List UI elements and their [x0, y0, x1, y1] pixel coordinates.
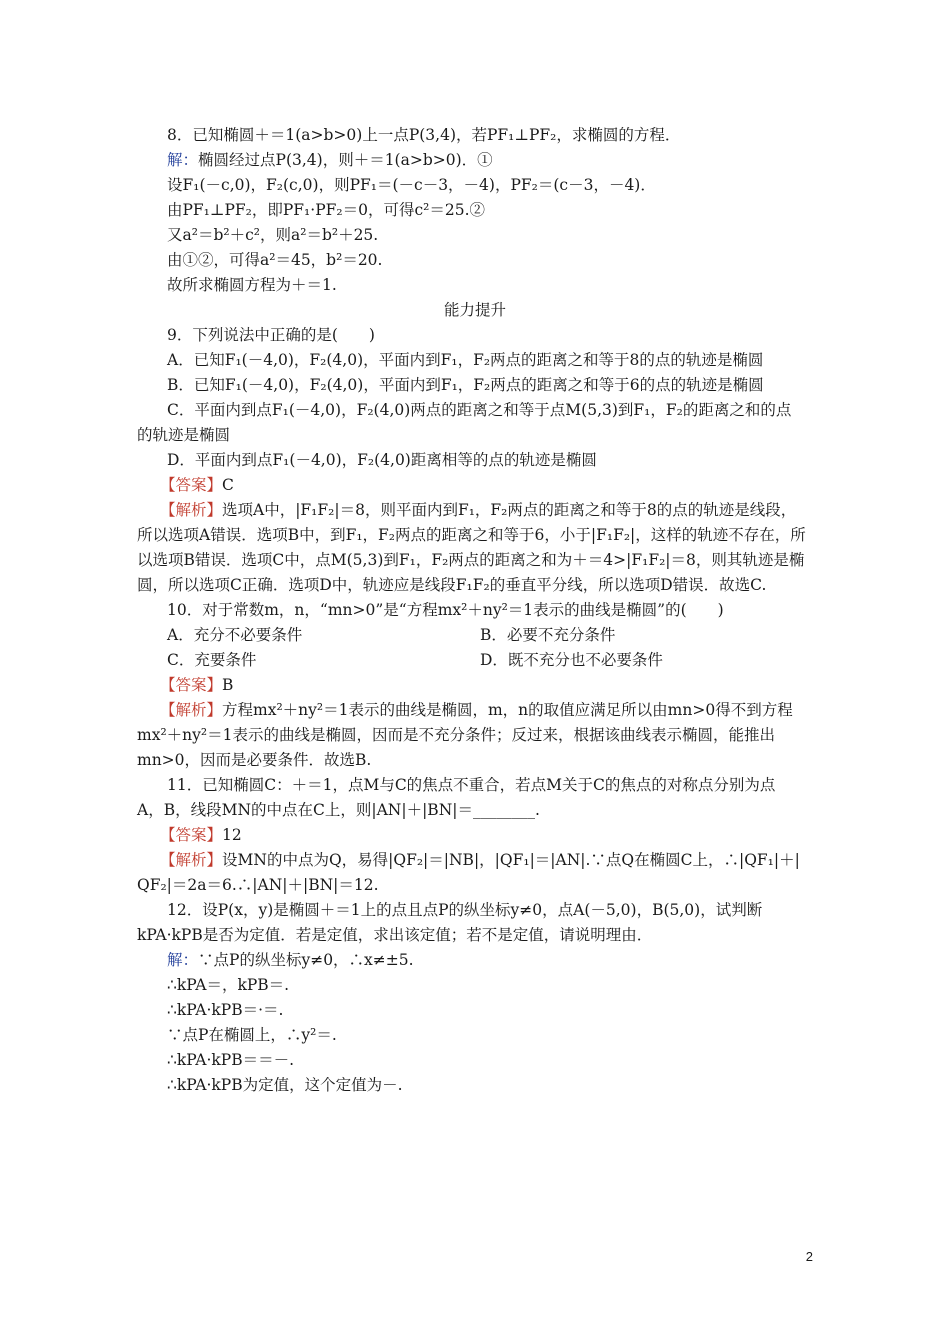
q11-analysis-line-2: QF₂|＝2a＝6.∴|AN|＋|BN|＝12.: [137, 876, 379, 894]
q10-option-d: D．既不充分也不必要条件: [480, 651, 663, 669]
q8-solution-text-1: 椭圆经过点P(3,4)，则＋＝1(a>b>0)．①: [198, 151, 493, 169]
q11-answer: [160, 825, 242, 845]
q9-analysis-line-3: 以选项B错误．选项C中，点M(5,3)到F₁，F₂两点的距离之和为＋＝4>|F₁F₂|＝8，则其轨迹是椭: [137, 551, 805, 569]
q8-solution-line-2: 设F₁(－c,0)，F₂(c,0)，则PF₁＝(－c－3，－4)，PF₂＝(c－3，－4)．: [167, 176, 656, 194]
q9-analysis-line-4: 圆，所以选项C正确．选项D中，轨迹应是线段F₁F₂的垂直平分线，所以选项D错误．故选C.: [137, 576, 767, 594]
q10-analysis-line-3: mn>0，因而是必要条件．故选B.: [137, 751, 372, 769]
q12-solution-line-5: ∴kPA·kPB＝＝－.: [167, 1051, 295, 1069]
q12-solution-line-3: ∴kPA·kPB＝·＝.: [167, 1001, 284, 1019]
q11-stem-line-1: 11．已知椭圆C：＋＝1，点M与C的焦点不重合，若点M关于C的焦点的对称点分别为点: [167, 776, 776, 794]
page-number: 2: [805, 1249, 813, 1264]
q9-analysis-line-1: [160, 500, 796, 520]
q8-stem: 8．已知椭圆＋＝1(a>b>0)上一点P(3,4)，若PF₁⊥PF₂，求椭圆的方程．: [167, 126, 681, 144]
q11-analysis-text-1: 设MN的中点为Q，易得|QF₂|＝|NB|，|QF₁|＝|AN|.∵点Q在椭圆C上，∴|QF₁|＋|: [222, 851, 800, 869]
q10-analysis-label: 【解析】: [160, 701, 223, 719]
q9-option-c-line-1: C．平面内到点F₁(－4,0)，F₂(4,0)两点的距离之和等于点M(5,3)到F₁，F₂的距离之和的点: [167, 401, 792, 419]
q8-solution-label: 解：: [167, 151, 199, 169]
q9-answer: [160, 475, 234, 495]
q12-stem-line-1: 12．设P(x，y)是椭圆＋＝1上的点且点P的纵坐标y≠0，点A(－5,0)，B(5,0)，试判断: [167, 901, 763, 919]
q11-analysis-label: 【解析】: [160, 851, 223, 869]
q9-option-b: B．已知F₁(－4,0)，F₂(4,0)，平面内到F₁，F₂两点的距离之和等于6的点的轨迹是椭圆: [167, 376, 764, 394]
q12-solution-text-1: ∵点P的纵坐标y≠0，∴x≠±5.: [198, 951, 414, 969]
q11-answer-value: 12: [222, 826, 242, 844]
q9-analysis-line-2: 所以选项A错误．选项B中，到F₁，F₂两点的距离之和等于6，小于|F₁F₂|，这样的轨迹不存在，所: [137, 526, 806, 544]
q10-answer-label: 【答案】: [160, 676, 223, 694]
q10-answer: [160, 675, 233, 695]
q10-analysis-line-1: [160, 700, 793, 720]
q10-option-a: A．充分不必要条件: [167, 626, 303, 644]
q8-solution-line-3: 由PF₁⊥PF₂，即PF₁·PF₂＝0，可得c²＝25.②: [167, 201, 486, 219]
q9-answer-value: C: [222, 476, 234, 494]
q10-stem: 10．对于常数m，n，“mn>0”是“方程mx²＋ny²＝1表示的曲线是椭圆”的( ): [167, 601, 724, 619]
q10-analysis-text-1: 方程mx²＋ny²＝1表示的曲线是椭圆，m，n的取值应满足所以由mn>0得不到方程: [222, 701, 793, 719]
q12-solution-line-1: [167, 950, 414, 970]
q9-analysis-text-1: 选项A中，|F₁F₂|＝8，则平面内到F₁，F₂两点的距离之和等于8的点的轨迹是线段，: [222, 501, 797, 519]
q9-option-a: A．已知F₁(－4,0)，F₂(4,0)，平面内到F₁，F₂两点的距离之和等于8的点的轨迹是椭圆: [167, 351, 764, 369]
q10-option-c: C．充要条件: [167, 651, 257, 669]
q9-stem: 9．下列说法中正确的是( ): [167, 326, 375, 344]
q9-option-c-line-2: 的轨迹是椭圆: [137, 426, 231, 444]
q11-answer-label: 【答案】: [160, 826, 223, 844]
q12-stem-line-2: kPA·kPB是否为定值．若是定值，求出该定值；若不是定值，请说明理由．: [137, 926, 653, 944]
q9-analysis-label: 【解析】: [160, 501, 223, 519]
q11-stem-line-2: A，B，线段MN的中点在C上，则|AN|＋|BN|＝________.: [137, 801, 540, 819]
section-title: 能力提升: [443, 301, 506, 319]
q8-solution-line-5: 由①②，可得a²＝45，b²＝20.: [167, 251, 383, 269]
q9-answer-label: 【答案】: [160, 476, 223, 494]
q12-solution-line-6: ∴kPA·kPB为定值，这个定值为－.: [167, 1076, 403, 1094]
q11-analysis-line-1: [160, 850, 800, 870]
q12-solution-line-2: ∴kPA＝，kPB＝.: [167, 976, 290, 994]
q10-analysis-line-2: mx²＋ny²＝1表示的曲线是椭圆，因而是不充分条件；反过来，根据该曲线表示椭圆，能推出: [137, 726, 775, 744]
q10-option-b: B．必要不充分条件: [480, 626, 616, 644]
q12-solution-line-4: ∵点P在椭圆上，∴y²＝.: [167, 1026, 337, 1044]
q9-option-d: D．平面内到点F₁(－4,0)，F₂(4,0)距离相等的点的轨迹是椭圆: [167, 451, 597, 469]
q8-solution-line-4: 又a²＝b²＋c²，则a²＝b²＋25.: [167, 226, 379, 244]
q8-solution-line-6: 故所求椭圆方程为＋＝1.: [167, 276, 337, 294]
q10-answer-value: B: [222, 676, 234, 694]
q12-solution-label: 解：: [167, 951, 199, 969]
q8-solution-line-1: [167, 150, 493, 170]
